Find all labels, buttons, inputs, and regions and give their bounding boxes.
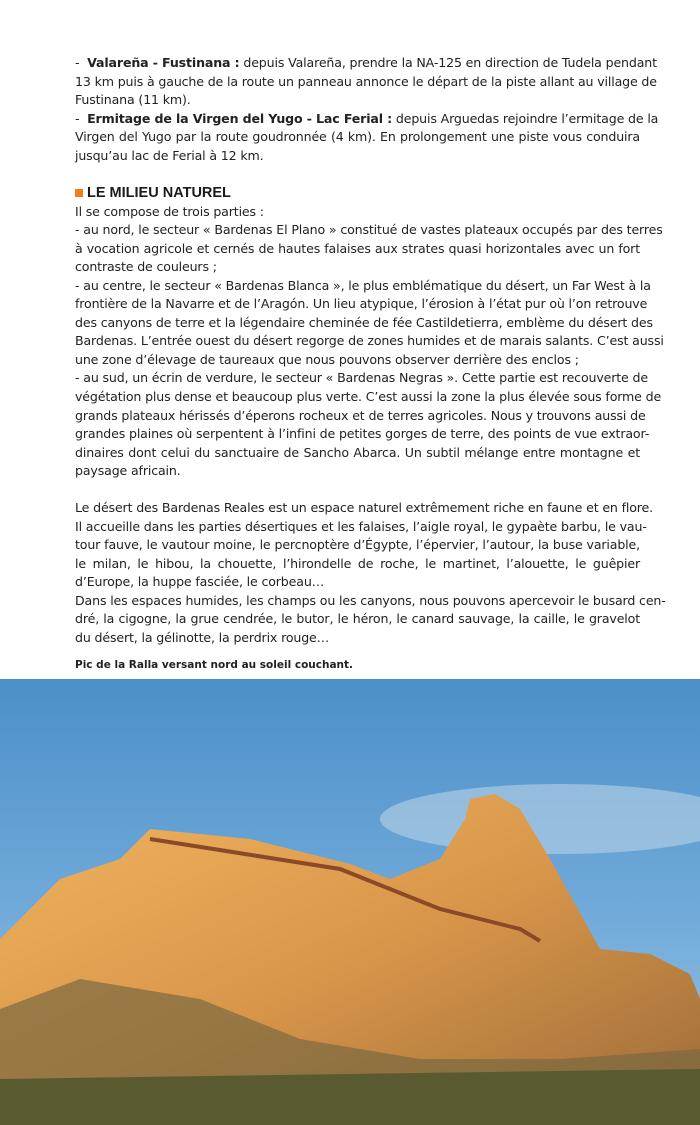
section-milieu-naturel — [75, 184, 664, 481]
photo-caption: Pic de la Ralla versant nord au soleil couchant. — [75, 659, 354, 671]
text-line: Le désert des Bardenas Reales est un espace naturel extrêmement riche en faune et en flore. — [75, 500, 654, 515]
text-line: grands plateaux hérissés d’éperons rocheux et de terres agricoles. Nous y trouvons aussi de — [75, 407, 646, 423]
text-line: des canyons de terre et la légendaire cheminée de fée Castildetierra, emblème du désert des — [75, 314, 653, 330]
text-line: Il se compose de trois parties : — [75, 203, 264, 219]
route-title: Ermitage de la Virgen del Yugo - Lac Ferial : — [87, 110, 393, 126]
route-line: Virgen del Yugo par la route goudronnée (4 km). En prolongement une piste vous conduira — [75, 129, 640, 145]
text-line: frontière de la Navarre et de l’Aragón. Un lieu atypique, l’érosion à l’état pur où l’on retrouve — [75, 296, 648, 312]
text-line: - au centre, le secteur « Bardenas Blanca », le plus emblématique du désert, un Far West à la — [75, 277, 651, 293]
text-line: grandes plaines où serpentent à l’infini de petites gorges de terre, des points de vue extraor- — [75, 426, 650, 442]
heading-text: LE MILIEU NATUREL — [87, 185, 231, 201]
route-line: Fustinana (11 km). — [75, 92, 191, 108]
fauna-paragraph — [75, 499, 666, 647]
route-text: depuis Arguedas rejoindre l’ermitage de la — [392, 110, 659, 126]
text-line: Dans les espaces humides, les champs ou les canyons, nous pouvons apercevoir le busard cen- — [75, 592, 666, 608]
text-line: dré, la cigogne, la grue cendrée, le butor, le héron, le canard sauvage, la caille, le gravelot — [75, 611, 640, 627]
text-line: tour fauve, le vautour moine, le percnoptère d’Égypte, l’épervier, l’autour, la buse variable, — [75, 537, 640, 553]
text-line: paysage africain. — [75, 463, 181, 479]
orange-square-icon — [75, 189, 83, 197]
text-line: à vocation agricole et cernés de hautes falaises aux strates quasi horizontales avec un fort — [75, 240, 640, 256]
section-heading — [75, 184, 640, 203]
text-line: Bardenas. L’entrée ouest du désert regorge de zones humides et de marais salants. C’est aussi — [75, 333, 664, 349]
text-line: dinaires dont celui du sanctuaire de Sancho Abarca. Un subtil mélange entre montagne et — [75, 444, 640, 460]
text-line: végétation plus dense et beaucoup plus verte. C’est aussi la zone la plus élevée sous forme de — [75, 388, 662, 404]
text-line: d’Europe, la huppe fasciée, le corbeau… — [75, 574, 325, 590]
text-line: le milan, le hibou, la chouette, l’hirondelle de roche, le martinet, l’alouette, le guêpier — [75, 555, 640, 571]
route-line: - Ermitage de la Virgen del Yugo - Lac Ferial : depuis Arguedas rejoindre l’ermitage de la — [75, 110, 659, 126]
text-line: - au nord, le secteur « Bardenas El Plano » constitué de vastes plateaux occupés par des terres — [75, 222, 663, 238]
route-line: 13 km puis à gauche de la route un panneau annonce le départ de la piste allant au village de — [75, 73, 657, 89]
route-line: - Valareña - Fustinana : depuis Valareña, prendre la NA-125 en direction de Tudela pendant — [75, 55, 657, 70]
text-line: - au sud, un écrin de verdure, le secteur « Bardenas Negras ». Cette partie est recouverte de — [75, 370, 648, 386]
landscape-photo — [0, 679, 700, 1125]
text-line: une zone d’élevage de taureaux que nous pouvons observer derrière des enclos ; — [75, 351, 579, 367]
text-line: du désert, la gélinotte, la perdrix rouge… — [75, 629, 330, 645]
text-line: contraste de couleurs ; — [75, 259, 217, 275]
route-line: jusqu’au lac de Ferial à 12 km. — [75, 147, 264, 163]
route-text: depuis Valareña, prendre la NA-125 en direction de Tudela pendant — [239, 55, 657, 70]
route-title: Valareña - Fustinana : — [87, 55, 240, 70]
routes-block — [75, 54, 659, 165]
text-line: Il accueille dans les parties désertiques et les falaises, l’aigle royal, le gypaète barbu, le vau- — [75, 518, 647, 534]
